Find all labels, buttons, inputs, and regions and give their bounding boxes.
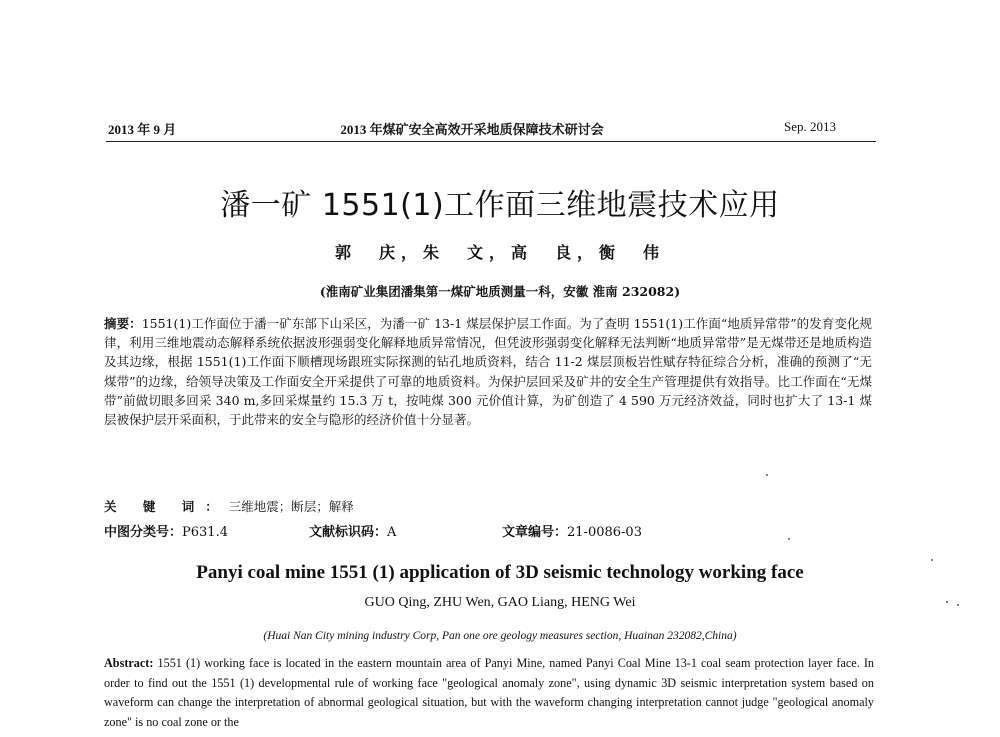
- abstract-en-label: Abstract:: [104, 656, 154, 670]
- affiliation-en: (Huai Nan City mining industry Corp, Pan one ore geology measures section, Huainan 232082,China): [263, 630, 737, 642]
- header-conference-name: 2013 年煤矿安全高效开采地质保障技术研讨会: [340, 122, 604, 137]
- running-header: [108, 119, 836, 139]
- abstract-cn-text: 1551(1)工作面位于潘一矿东部下山采区，为潘一矿 13-1 煤层保护层工作面。为了查明 1551(1)工作面“地质异常带”的发育变化规律，利用三维地震动态解释系统依据波形强弱变化解释地质异常情况，但凭波形强弱变化解释无法判断“地质异常带”是无煤带还是地质构造及其边缘，根据 1551(1)工作面下顺槽现场跟班实际探测的钻孔地质资料，结合 11-2 煤层顶板岩性赋存特征综合分析，准确的预测了“无煤带”的边缘，给领导决策及工作面安全开采提供了可靠的地质资料。为保护层回采及矿井的安全生产管理提供有效指导。比工作面在“无煤带”前做切眼多回采 340 m,多回采煤量约 15.3 万 t，按吨煤 300 元价值计算，为矿创造了 4 590 万元经济效益，同时也扩大了 13-1 煤层被保护层开采面积，于此带来的安全与隐形的经济价值十分显著。: [104, 316, 872, 428]
- keywords-label: 关 键 词：: [104, 499, 229, 514]
- authors-en: GUO Qing, ZHU Wen, GAO Liang, HENG Wei: [364, 595, 636, 610]
- paper-title-cn: 潘一矿 1551(1)工作面三维地震技术应用: [220, 188, 780, 223]
- classification-row: [104, 521, 872, 541]
- article-number-value: 21-0086-03: [567, 525, 642, 540]
- clc-label: 中图分类号：: [104, 525, 183, 540]
- article-number-label: 文章编号：: [502, 525, 568, 540]
- abstract-en-text: 1551 (1) working face is located in the eastern mountain area of Panyi Mine, named Panyi Coal Mine 13-1 coal seam protection layer face. In order to find out the 1551 (1) developmental rule of working face "geological anomaly zone", using dynamic 3D seismic interpretation system based on waveform can change the interpretation of abnormal geological situation, but with the waveform changing interpretation cannot judge "geological anomaly zone" is no coal zone or the: [104, 656, 874, 729]
- keywords-text: 三维地震；断层；解释: [228, 499, 354, 514]
- document-code: [309, 521, 396, 540]
- clc-number: [104, 521, 228, 540]
- keywords-cn: [104, 497, 872, 515]
- scan-speck: [957, 604, 959, 606]
- scan-speck: [766, 474, 768, 476]
- header-date-en: Sep. 2013: [784, 119, 836, 134]
- doc-code-label: 文献标识码：: [309, 525, 388, 540]
- header-date-cn: 2013 年 9 月: [108, 122, 177, 137]
- authors-cn: 郭 庆，朱 文，高 良，衡 伟: [334, 243, 665, 262]
- abstract-en: [104, 654, 874, 732]
- doc-code-value: A: [387, 525, 397, 540]
- scan-speck: [788, 538, 790, 540]
- article-number: [502, 521, 642, 540]
- clc-value: P631.4: [182, 525, 228, 540]
- abstract-cn: [104, 314, 872, 429]
- abstract-cn-label: 摘要：: [104, 316, 142, 331]
- scan-speck: [946, 601, 948, 603]
- scan-speck: [931, 559, 933, 561]
- affiliation-cn: (淮南矿业集团潘集第一煤矿地质测量一科，安徽 淮南 232082): [319, 284, 681, 299]
- paper-title-en: Panyi coal mine 1551 (1) application of 3D seismic technology working face: [196, 562, 804, 583]
- header-rule: [106, 141, 876, 142]
